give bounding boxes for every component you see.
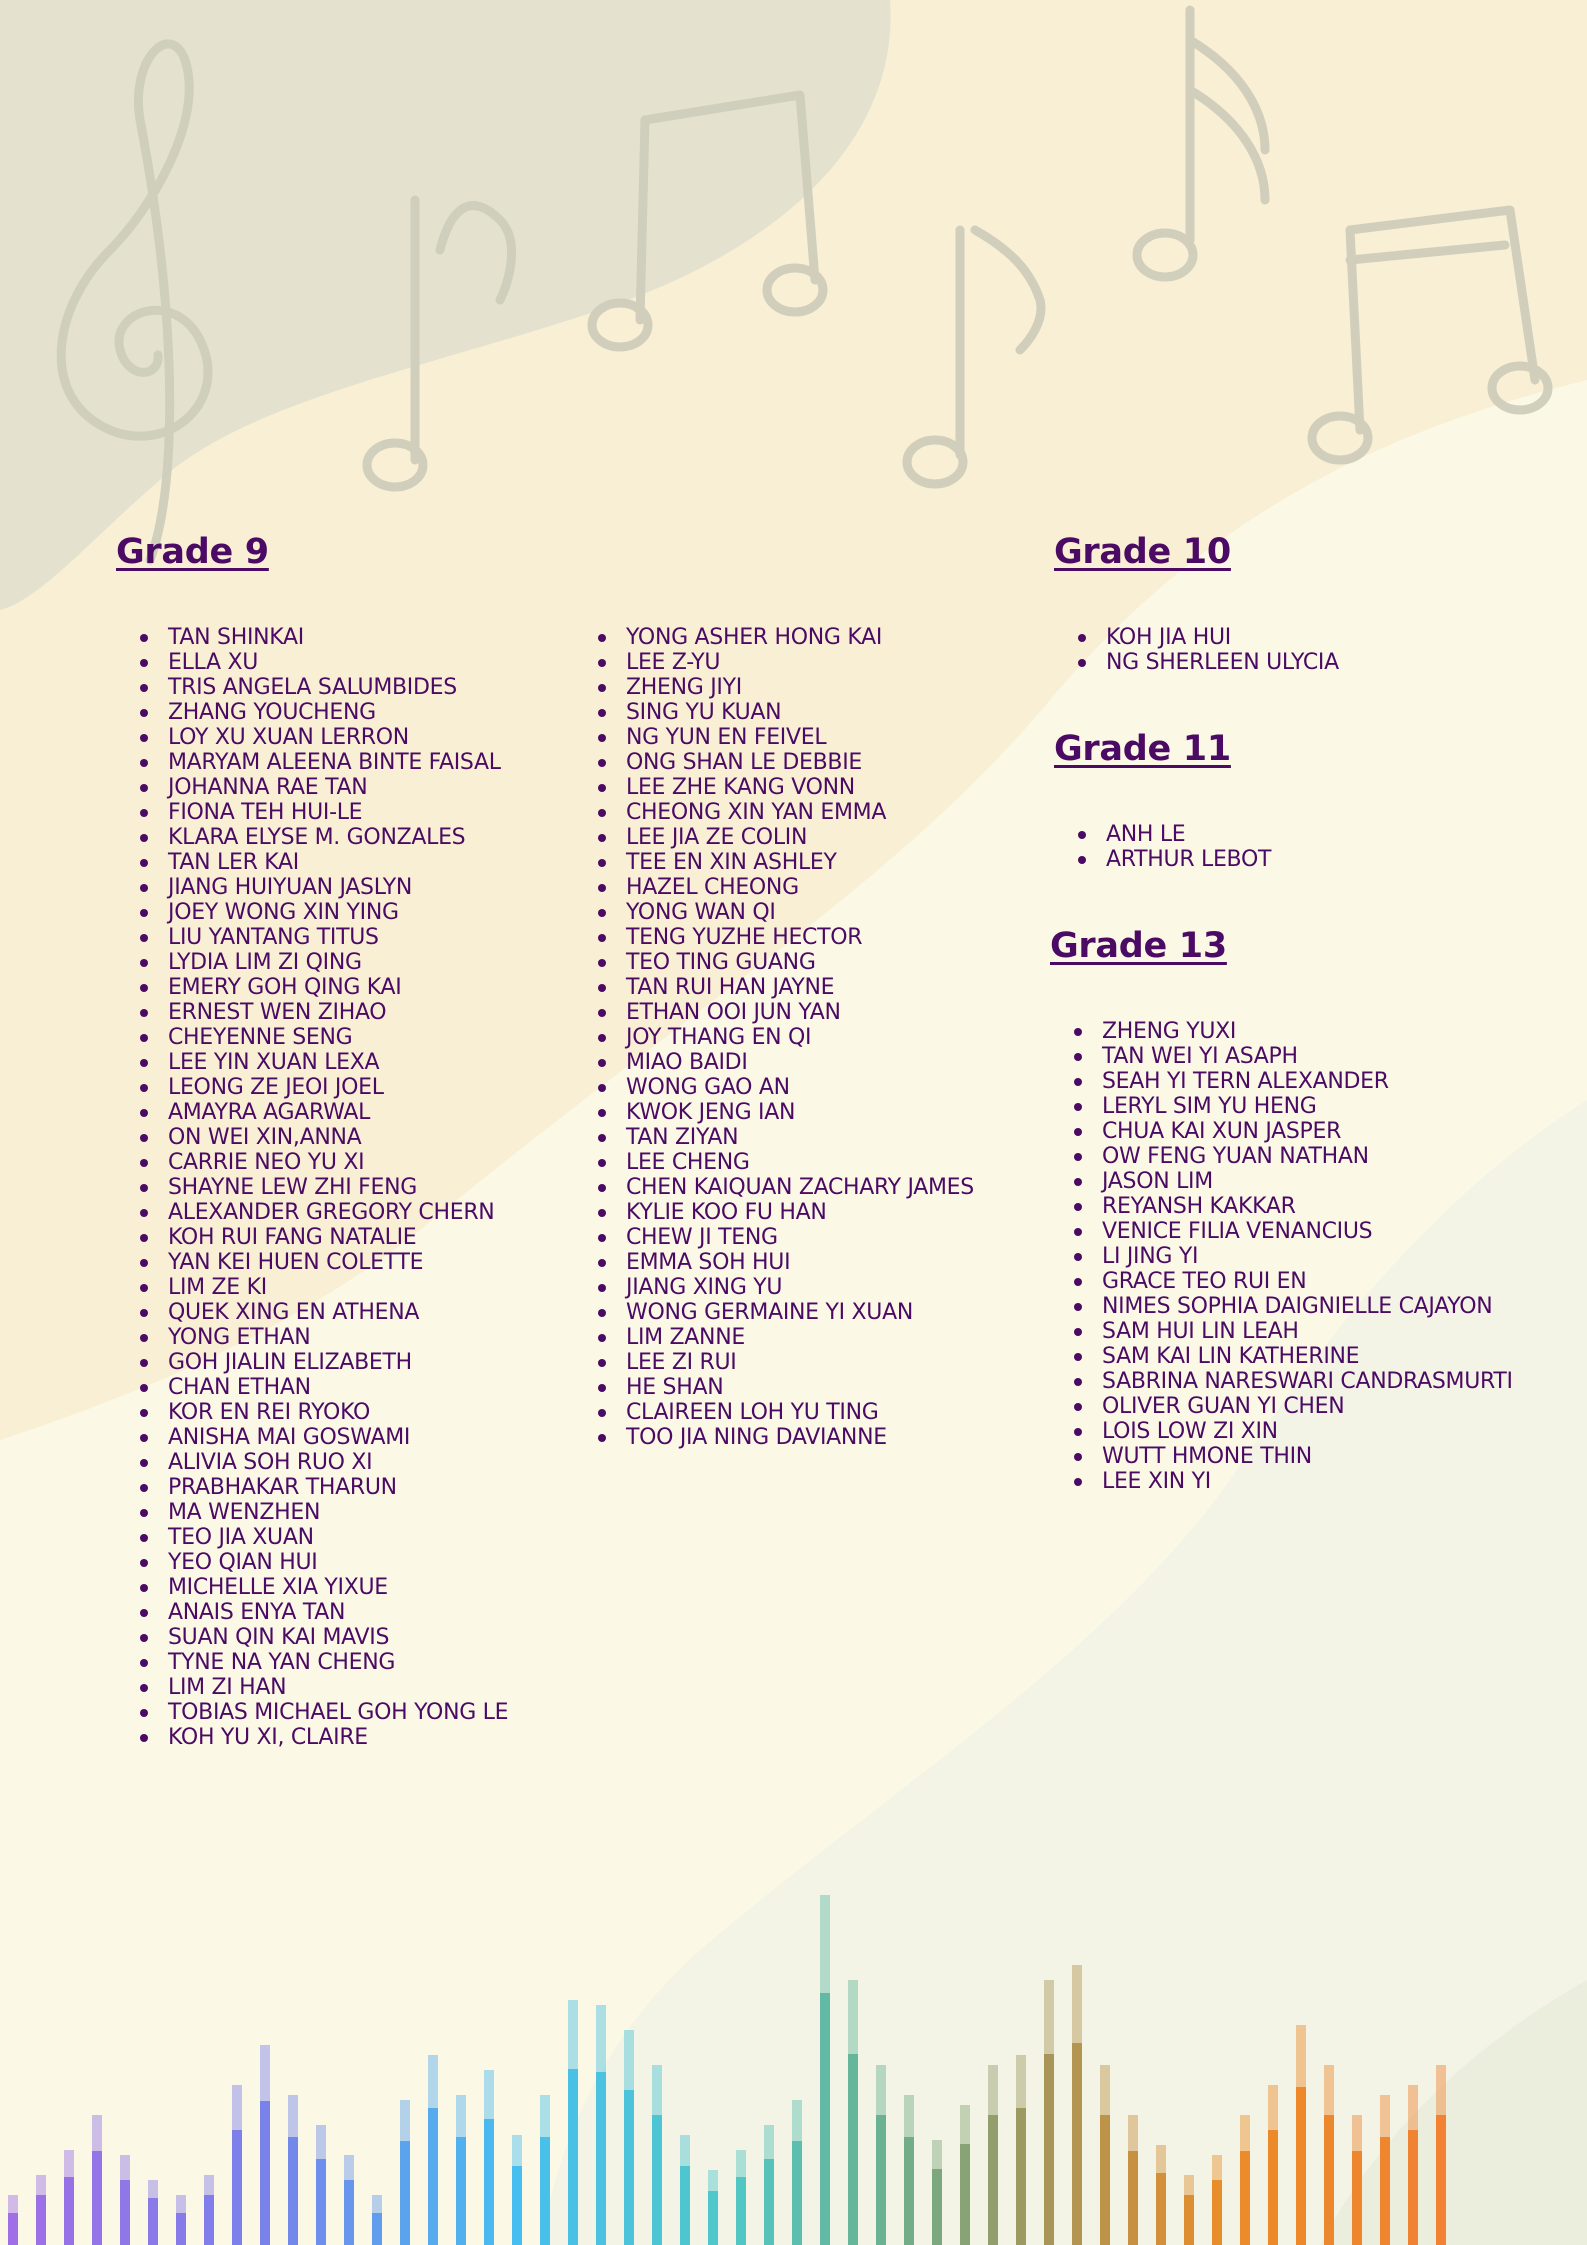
list-item: LIM ZE KI — [116, 1275, 508, 1300]
equalizer-bar-cap — [1100, 2065, 1110, 2115]
list-item: JIANG HUIYUAN JASLYN — [116, 875, 508, 900]
list-item: CHUA KAI XUN JASPER — [1050, 1119, 1513, 1144]
grade-11-names-list — [1054, 822, 1271, 872]
list-item: YAN KEI HUEN COLETTE — [116, 1250, 508, 1275]
equalizer-bar-cap — [1352, 2115, 1362, 2151]
equalizer-bar — [1324, 2115, 1334, 2245]
list-item: ANH LE — [1054, 822, 1271, 847]
equalizer-bar-cap — [1380, 2095, 1390, 2137]
list-item: LIU YANTANG TITUS — [116, 925, 508, 950]
equalizer-bar — [316, 2159, 326, 2245]
list-item: ZHANG YOUCHENG — [116, 700, 508, 725]
equalizer-bar-cap — [64, 2150, 74, 2177]
equalizer-bar — [1100, 2115, 1110, 2245]
equalizer-bar-cap — [260, 2045, 270, 2101]
equalizer-bar-cap — [1268, 2085, 1278, 2130]
list-item: ZHENG YUXI — [1050, 1019, 1513, 1044]
list-item: ANISHA MAI GOSWAMI — [116, 1425, 508, 1450]
list-item: TAN LER KAI — [116, 850, 508, 875]
equalizer-bar-cap — [92, 2115, 102, 2151]
equalizer-bar — [120, 2180, 130, 2245]
equalizer-bar — [232, 2130, 242, 2245]
list-item: ELLA XU — [116, 650, 508, 675]
list-item: MIAO BAIDI — [574, 1050, 974, 1075]
list-item: CLAIREEN LOH YU TING — [574, 1400, 974, 1425]
equalizer-bar — [708, 2191, 718, 2245]
list-item: JOY THANG EN QI — [574, 1025, 974, 1050]
list-item: TRIS ANGELA SALUMBIDES — [116, 675, 508, 700]
list-item: LOY XU XUAN LERRON — [116, 725, 508, 750]
list-item: SAM KAI LIN KATHERINE — [1050, 1344, 1513, 1369]
list-item: SEAH YI TERN ALEXANDER — [1050, 1069, 1513, 1094]
grade-13-title: Grade 13 — [1050, 926, 1227, 966]
equalizer-bar — [624, 2090, 634, 2245]
equalizer-bar — [8, 2213, 18, 2245]
equalizer-bar — [848, 2054, 858, 2245]
equalizer-bar-cap — [820, 1895, 830, 1993]
equalizer-bar-cap — [1324, 2065, 1334, 2115]
list-item: NIMES SOPHIA DAIGNIELLE CAJAYON — [1050, 1294, 1513, 1319]
list-item: CHEN KAIQUAN ZACHARY JAMES — [574, 1175, 974, 1200]
list-item: ERNEST WEN ZIHAO — [116, 1000, 508, 1025]
list-item: CHEYENNE SENG — [116, 1025, 508, 1050]
list-item: TEO TING GUANG — [574, 950, 974, 975]
equalizer-bar-cap — [1016, 2055, 1026, 2108]
list-item: KOH RUI FANG NATALIE — [116, 1225, 508, 1250]
list-item: GRACE TEO RUI EN — [1050, 1269, 1513, 1294]
list-item: LYDIA LIM ZI QING — [116, 950, 508, 975]
list-item: YONG ETHAN — [116, 1325, 508, 1350]
equalizer-bar — [652, 2115, 662, 2245]
list-item: YEO QIAN HUI — [116, 1550, 508, 1575]
list-item: LEE JIA ZE COLIN — [574, 825, 974, 850]
list-item: JOHANNA RAE TAN — [116, 775, 508, 800]
equalizer-bar-cap — [1044, 1980, 1054, 2054]
list-item: ALEXANDER GREGORY CHERN — [116, 1200, 508, 1225]
list-item: TOO JIA NING DAVIANNE — [574, 1425, 974, 1450]
list-item: LEE XIN YI — [1050, 1469, 1513, 1494]
equalizer-bar-cap — [708, 2170, 718, 2191]
equalizer-bar — [792, 2141, 802, 2245]
equalizer-bar — [764, 2159, 774, 2245]
grade-10-list — [1054, 625, 1339, 675]
list-item: NG YUN EN FEIVEL — [574, 725, 974, 750]
equalizer-bar — [568, 2069, 578, 2245]
equalizer-bar — [456, 2137, 466, 2245]
list-item: QUEK XING EN ATHENA — [116, 1300, 508, 1325]
equalizer-bar — [36, 2195, 46, 2245]
list-item: SUAN QIN KAI MAVIS — [116, 1625, 508, 1650]
list-item: ON WEI XIN,ANNA — [116, 1125, 508, 1150]
equalizer-bar-cap — [1436, 2065, 1446, 2115]
equalizer-bar — [904, 2137, 914, 2245]
list-item: TAN ZIYAN — [574, 1125, 974, 1150]
list-item: EMMA SOH HUI — [574, 1250, 974, 1275]
equalizer-bar — [1436, 2115, 1446, 2245]
list-item: FIONA TEH HUI-LE — [116, 800, 508, 825]
equalizer-bar-cap — [764, 2125, 774, 2159]
equalizer-bar-cap — [400, 2100, 410, 2141]
list-item: LOIS LOW ZI XIN — [1050, 1419, 1513, 1444]
list-item: TEO JIA XUAN — [116, 1525, 508, 1550]
list-item: LEE YIN XUAN LEXA — [116, 1050, 508, 1075]
list-item: CARRIE NEO YU XI — [116, 1150, 508, 1175]
equalizer-bar — [484, 2119, 494, 2245]
list-item: TEE EN XIN ASHLEY — [574, 850, 974, 875]
list-item: ETHAN OOI JUN YAN — [574, 1000, 974, 1025]
equalizer-bar — [288, 2137, 298, 2245]
list-item: LEE CHENG — [574, 1150, 974, 1175]
equalizer-bar-cap — [904, 2095, 914, 2137]
equalizer-bar-cap — [1212, 2155, 1222, 2180]
list-item: ONG SHAN LE DEBBIE — [574, 750, 974, 775]
equalizer-bar-cap — [120, 2155, 130, 2180]
equalizer-bar-cap — [1156, 2145, 1166, 2173]
list-item: GOH JIALIN ELIZABETH — [116, 1350, 508, 1375]
equalizer-bar-cap — [512, 2135, 522, 2166]
equalizer-bar-cap — [288, 2095, 298, 2137]
equalizer-bar-cap — [344, 2155, 354, 2180]
list-item: AMAYRA AGARWAL — [116, 1100, 508, 1125]
list-item: LEE Z-YU — [574, 650, 974, 675]
equalizer-bar-cap — [1408, 2085, 1418, 2130]
list-item: LERYL SIM YU HENG — [1050, 1094, 1513, 1119]
equalizer-bar — [148, 2198, 158, 2245]
grade-13-names-list — [1050, 1019, 1513, 1494]
list-item: CHAN ETHAN — [116, 1375, 508, 1400]
list-item: REYANSH KAKKAR — [1050, 1194, 1513, 1219]
equalizer-bar-cap — [540, 2095, 550, 2137]
equalizer-bar-cap — [932, 2140, 942, 2169]
list-item: WONG GERMAINE YI XUAN — [574, 1300, 974, 1325]
list-item: TOBIAS MICHAEL GOH YONG LE — [116, 1700, 508, 1725]
equalizer-bar — [1268, 2130, 1278, 2245]
equalizer-bar — [680, 2166, 690, 2245]
list-item: TAN SHINKAI — [116, 625, 508, 650]
equalizer-bar — [260, 2101, 270, 2245]
equalizer-bar — [736, 2177, 746, 2245]
list-item: HAZEL CHEONG — [574, 875, 974, 900]
grade-9-names-list-2 — [574, 625, 974, 1450]
equalizer-bar — [960, 2144, 970, 2245]
list-item: OLIVER GUAN YI CHEN — [1050, 1394, 1513, 1419]
equalizer-bar-cap — [792, 2100, 802, 2141]
list-item: JIANG XING YU — [574, 1275, 974, 1300]
equalizer-bar — [344, 2180, 354, 2245]
equalizer-bar-cap — [372, 2195, 382, 2213]
equalizer-bar-cap — [1072, 1965, 1082, 2043]
equalizer-bar — [64, 2177, 74, 2245]
list-item: MARYAM ALEENA BINTE FAISAL — [116, 750, 508, 775]
equalizer-bar — [1296, 2087, 1306, 2245]
equalizer-bar-cap — [36, 2175, 46, 2195]
equalizer-bar-cap — [568, 2000, 578, 2069]
equalizer-bar-cap — [652, 2065, 662, 2115]
equalizer-bar — [372, 2213, 382, 2245]
equalizer-bar-cap — [232, 2085, 242, 2130]
list-item: LI JING YI — [1050, 1244, 1513, 1269]
equalizer-bar-cap — [736, 2150, 746, 2177]
equalizer-bar-cap — [624, 2030, 634, 2090]
list-item: KLARA ELYSE M. GONZALES — [116, 825, 508, 850]
equalizer-bar-cap — [176, 2195, 186, 2213]
equalizer-bar — [820, 1993, 830, 2245]
list-item: ALIVIA SOH RUO XI — [116, 1450, 508, 1475]
grade-9-list-col2 — [574, 625, 974, 1450]
equalizer-bar — [1016, 2108, 1026, 2245]
equalizer-bar-cap — [316, 2125, 326, 2159]
list-item: JASON LIM — [1050, 1169, 1513, 1194]
equalizer-bar-cap — [680, 2135, 690, 2166]
equalizer-bar-cap — [988, 2065, 998, 2115]
equalizer-bar — [204, 2195, 214, 2245]
list-item: JOEY WONG XIN YING — [116, 900, 508, 925]
list-item: WUTT HMONE THIN — [1050, 1444, 1513, 1469]
list-item: EMERY GOH QING KAI — [116, 975, 508, 1000]
equalizer-bar — [1380, 2137, 1390, 2245]
equalizer-bar — [1184, 2195, 1194, 2245]
equalizer-bar-cap — [876, 2065, 886, 2115]
list-item: TYNE NA YAN CHENG — [116, 1650, 508, 1675]
list-item: KOH JIA HUI — [1054, 625, 1339, 650]
equalizer-bar-cap — [960, 2105, 970, 2144]
equalizer-bar-cap — [1240, 2115, 1250, 2151]
grade-10-section — [1054, 532, 1231, 572]
list-item: CHEW JI TENG — [574, 1225, 974, 1250]
equalizer-bar — [596, 2072, 606, 2245]
list-item: LIM ZI HAN — [116, 1675, 508, 1700]
list-item: KOH YU XI, CLAIRE — [116, 1725, 508, 1750]
equalizer-bar — [1072, 2043, 1082, 2245]
list-item: MA WENZHEN — [116, 1500, 508, 1525]
grade-10-names-list — [1054, 625, 1339, 675]
grade-9-section — [116, 532, 269, 572]
equalizer-bar — [92, 2151, 102, 2245]
list-item: ZHENG JIYI — [574, 675, 974, 700]
list-item: LEONG ZE JEOI JOEL — [116, 1075, 508, 1100]
list-item: ANAIS ENYA TAN — [116, 1600, 508, 1625]
list-item: SAM HUI LIN LEAH — [1050, 1319, 1513, 1344]
list-item: VENICE FILIA VENANCIUS — [1050, 1219, 1513, 1244]
equalizer-bar-cap — [204, 2175, 214, 2195]
list-item: YONG ASHER HONG KAI — [574, 625, 974, 650]
list-item: YONG WAN QI — [574, 900, 974, 925]
list-item: LEE ZHE KANG VONN — [574, 775, 974, 800]
grade-11-section — [1054, 729, 1231, 769]
list-item: OW FENG YUAN NATHAN — [1050, 1144, 1513, 1169]
equalizer-bar-cap — [484, 2070, 494, 2119]
equalizer-bar — [1352, 2151, 1362, 2245]
list-item: KWOK JENG IAN — [574, 1100, 974, 1125]
list-item: SABRINA NARESWARI CANDRASMURTI — [1050, 1369, 1513, 1394]
list-item: TENG YUZHE HECTOR — [574, 925, 974, 950]
list-item: PRABHAKAR THARUN — [116, 1475, 508, 1500]
equalizer-bar-cap — [428, 2055, 438, 2108]
equalizer-bar — [176, 2213, 186, 2245]
equalizer-bar — [1212, 2180, 1222, 2245]
grade-13-section — [1050, 926, 1227, 966]
list-item: KOR EN REI RYOKO — [116, 1400, 508, 1425]
equalizer-bar-cap — [148, 2180, 158, 2198]
list-item: ARTHUR LEBOT — [1054, 847, 1271, 872]
list-item: TAN RUI HAN JAYNE — [574, 975, 974, 1000]
equalizer-bar — [1240, 2151, 1250, 2245]
equalizer-bar — [540, 2137, 550, 2245]
list-item: SHAYNE LEW ZHI FENG — [116, 1175, 508, 1200]
equalizer-bar-cap — [1184, 2175, 1194, 2195]
equalizer-bar-cap — [848, 1980, 858, 2054]
equalizer-bar-cap — [456, 2095, 466, 2137]
equalizer-bar — [428, 2108, 438, 2245]
equalizer-bar-cap — [1128, 2115, 1138, 2151]
equalizer-bar — [876, 2115, 886, 2245]
equalizer-bar — [988, 2115, 998, 2245]
equalizer-bar — [932, 2169, 942, 2245]
list-item: LIM ZANNE — [574, 1325, 974, 1350]
list-item: WONG GAO AN — [574, 1075, 974, 1100]
grade-9-names-list-1 — [116, 625, 508, 1750]
grade-11-list — [1054, 822, 1271, 872]
equalizer-bar — [1156, 2173, 1166, 2245]
grade-9-title: Grade 9 — [116, 532, 269, 572]
list-item: LEE ZI RUI — [574, 1350, 974, 1375]
equalizer-bar — [400, 2141, 410, 2245]
equalizer-bar-cap — [8, 2195, 18, 2213]
grade-10-title: Grade 10 — [1054, 532, 1231, 572]
list-item: MICHELLE XIA YIXUE — [116, 1575, 508, 1600]
grade-11-title: Grade 11 — [1054, 729, 1231, 769]
equalizer-bar-cap — [596, 2005, 606, 2072]
equalizer-bar — [1128, 2151, 1138, 2245]
list-item: CHEONG XIN YAN EMMA — [574, 800, 974, 825]
list-item: HE SHAN — [574, 1375, 974, 1400]
equalizer-bar-cap — [1296, 2025, 1306, 2087]
grade-9-list-col1 — [116, 625, 508, 1750]
list-item: NG SHERLEEN ULYCIA — [1054, 650, 1339, 675]
grade-13-list — [1050, 1019, 1513, 1494]
equalizer-bar — [1044, 2054, 1054, 2245]
equalizer-bar — [1408, 2130, 1418, 2245]
list-item: SING YU KUAN — [574, 700, 974, 725]
list-item: TAN WEI YI ASAPH — [1050, 1044, 1513, 1069]
equalizer-bar — [512, 2166, 522, 2245]
list-item: KYLIE KOO FU HAN — [574, 1200, 974, 1225]
